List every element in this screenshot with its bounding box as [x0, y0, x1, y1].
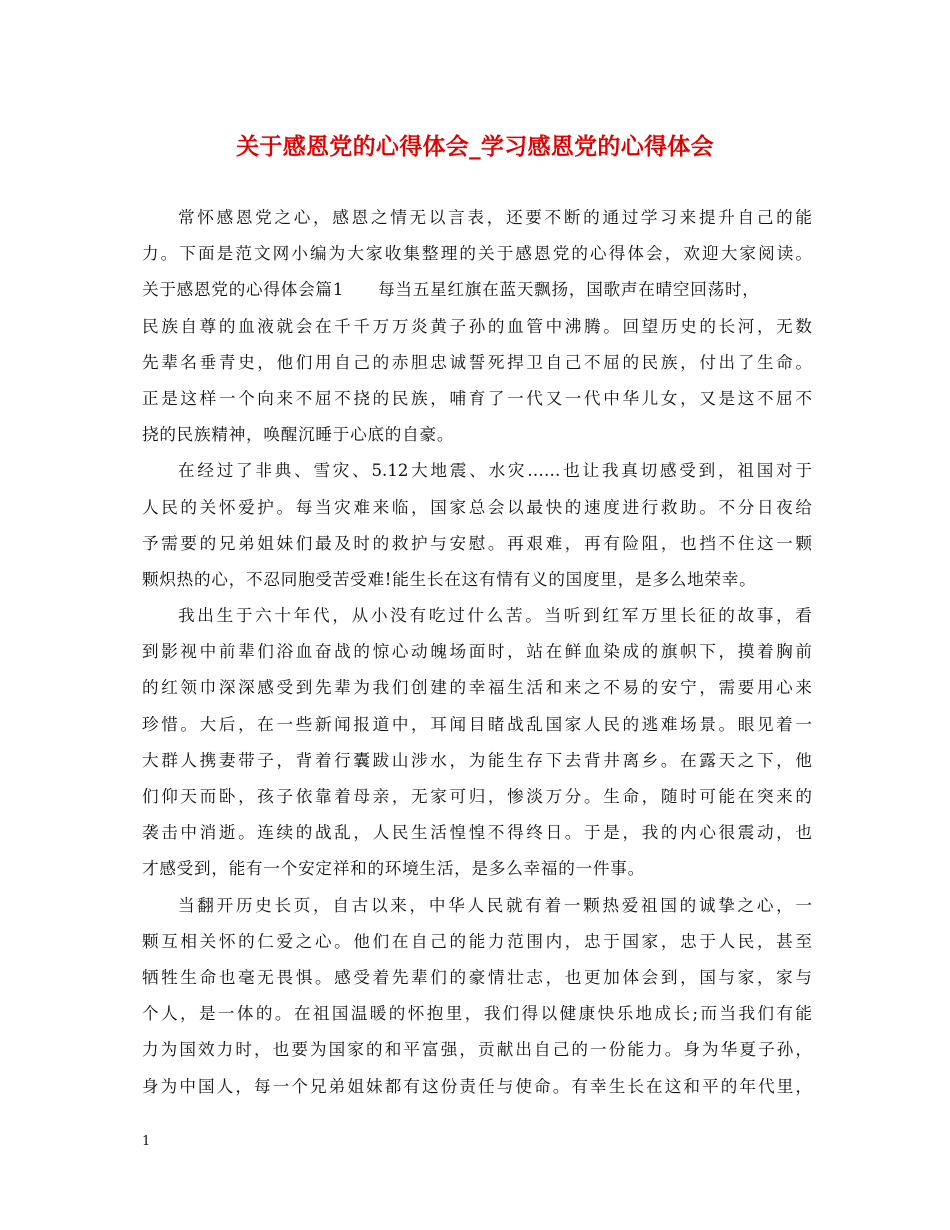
- text-line: 力。下面是范文网小编为大家收集整理的关于感恩党的心得体会，欢迎大家阅读。: [142, 244, 812, 264]
- page-number: 1: [142, 1134, 151, 1149]
- text-line: 先辈名垂青史，他们用自己的赤胆忠诚誓死捍卫自己不屈的民族，付出了生命。: [142, 352, 812, 372]
- text-line: 的红领巾深深感受到先辈为我们创建的幸福生活和来之不易的安宁，需要用心来: [142, 678, 812, 698]
- text-line: 才感受到，能有一个安定祥和的环境生活，是多么幸福的一件事。: [142, 859, 645, 879]
- text-line: 牺牲生命也毫无畏惧。感受着先辈们的豪情壮志，也更加体会到，国与家，家与: [142, 967, 812, 987]
- text-line: 当翻开历史长页，自古以来，中华人民就有着一颗热爱祖国的诚挚之心，一: [178, 895, 812, 915]
- text-line: 民族自尊的血液就会在千千万万炎黄子孙的血管中沸腾。回望历史的长河，无数: [142, 316, 812, 336]
- text-line: 常怀感恩党之心，感恩之情无以言表，还要不断的通过学习来提升自己的能: [178, 208, 812, 227]
- text-line: 正是这样一个向来不屈不挠的民族，哺育了一代又一代中华儿女，又是这不屈不: [142, 388, 812, 408]
- text-line: 袭击中消逝。连续的战乱，人民生活惶惶不得终日。于是，我的内心很震动，也: [142, 823, 812, 843]
- text-line: 予需要的兄弟姐妹们最及时的救护与安慰。再艰难，再有险阻，也挡不住这一颗: [142, 533, 812, 553]
- document-body: [142, 200, 812, 1105]
- text-line: [142, 272, 812, 308]
- text-line: 颗互相关怀的仁爱之心。他们在自己的能力范围内，忠于国家，忠于人民，甚至: [142, 931, 812, 951]
- text-line: 们仰天而卧，孩子依靠着母亲，无家可归，惨淡万分。生命，随时可能在突来的: [142, 787, 812, 806]
- text-span: 每当五星红旗在蓝天飘扬，国歌声在晴空回荡时，: [378, 280, 760, 300]
- text-line: 挠的民族精神，唤醒沉睡于心底的自豪。: [142, 425, 455, 445]
- text-line: 颗炽热的心，不忍同胞受苦受难!能生长在这有情有义的国度里，是多么地荣幸。: [142, 569, 757, 589]
- text-line: 珍惜。大后，在一些新闻报道中，耳闻目睹战乱国家人民的逃难场景。眼见着一: [142, 714, 812, 734]
- text-line: 大群人携妻带子，背着行囊跋山涉水，为能生存下去背井离乡。在露天之下，他: [142, 750, 812, 770]
- text-line: 力为国效力时，也要为国家的和平富强，贡献出自己的一份能力。身为华夏子孙，: [142, 1040, 812, 1060]
- document-title: 关于感恩党的心得体会_学习感恩党的心得体会: [236, 133, 714, 160]
- text-line: 我出生于六十年代，从小没有吃过什么苦。当听到红军万里长征的故事，看: [178, 606, 812, 626]
- text-line: 个人，是一体的。在祖国温暖的怀抱里，我们得以健康快乐地成长;而当我们有能: [142, 1004, 812, 1024]
- section-heading: 关于感恩党的心得体会篇1: [142, 280, 345, 300]
- text-line: 身为中国人，每一个兄弟姐妹都有这份责任与使命。有幸生长在这和平的年代里，: [142, 1076, 812, 1096]
- text-line: 在经过了非典、雪灾、5.12大地震、水灾……也让我真切感受到，祖国对于: [178, 461, 812, 481]
- text-line: 人民的关怀爱护。每当灾难来临，国家总会以最快的速度进行救助。不分日夜给: [142, 497, 812, 517]
- text-line: 到影视中前辈们浴血奋战的惊心动魄场面时，站在鲜血染成的旗帜下，摸着胸前: [142, 642, 812, 662]
